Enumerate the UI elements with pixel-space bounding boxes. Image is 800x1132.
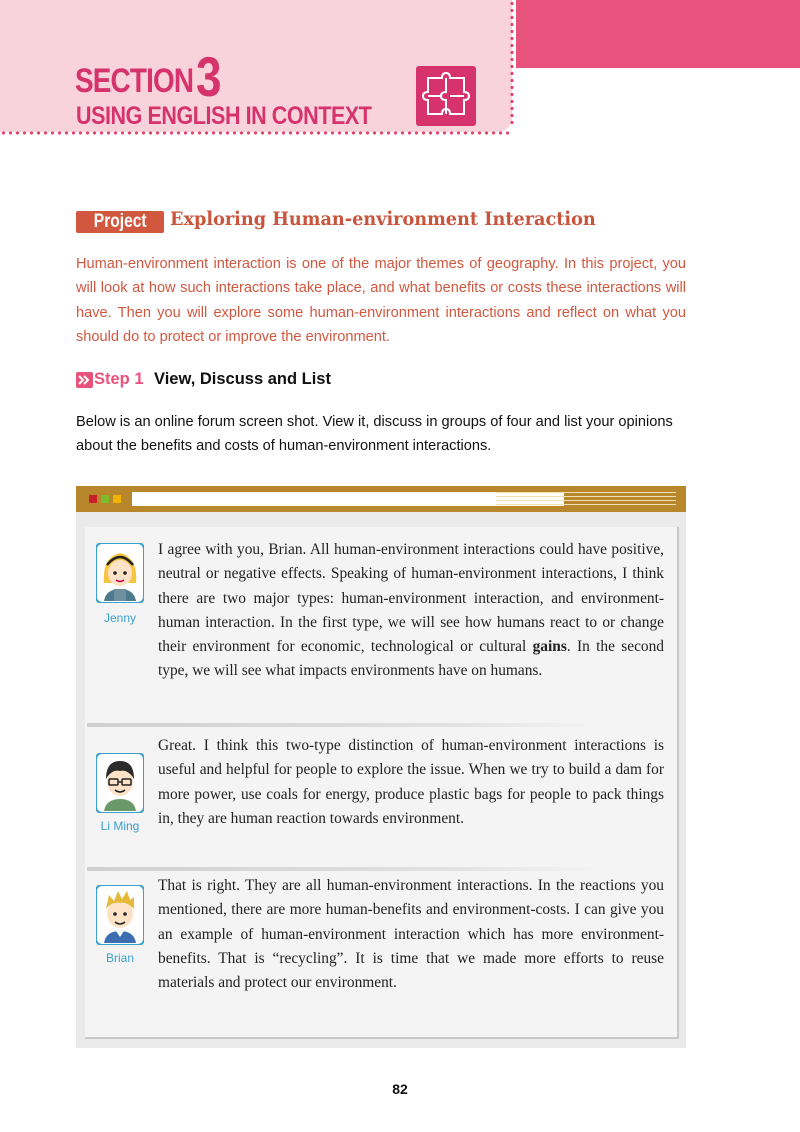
- forum-window: [76, 486, 686, 1048]
- window-close-dot[interactable]: [89, 495, 97, 503]
- post-divider: [87, 867, 597, 871]
- double-chevron-icon: [76, 372, 93, 388]
- puzzle-icon: [416, 66, 476, 126]
- avatar-li-ming: [96, 753, 144, 813]
- header-dotted-border-right: [510, 0, 514, 126]
- username-brian[interactable]: Brian: [105, 951, 134, 965]
- username-li-ming[interactable]: Li Ming: [100, 819, 140, 833]
- toolbar-lines: [496, 492, 676, 506]
- header-dotted-border-bottom: [0, 131, 512, 135]
- avatar-brian: [96, 885, 144, 945]
- section-subtitle: USING ENGLISH IN CONTEXT: [76, 102, 372, 130]
- browser-toolbar: [76, 486, 686, 512]
- window-maximize-dot[interactable]: [101, 495, 109, 503]
- post-divider: [87, 723, 597, 727]
- section-number: 3: [196, 45, 222, 108]
- avatar-jenny: [96, 543, 144, 603]
- post-message: That is right. They are all human-environment interactions. In the reactions you mentioned, there are more human-benefits and environment-costs. I can give you an example of human-environment interaction which has more environment-benefits. That is “recycling”. It is time that we made more efforts to reuse materials and protect our environment.: [158, 877, 664, 992]
- forum-panel: [85, 527, 679, 1039]
- post-message: I agree with you, Brian. All human-environment interactions could have positive, neutral or negative effects. Speaking of human-environment interactions, I think there are two major types: human-environment interaction, and environment-human interaction. In the first type, we will see how humans react to or change their environment for economic, technological or cultural gains. In the second type, we will see what impacts environments have on humans.: [158, 541, 664, 680]
- project-intro: Human-environment interaction is one of the major themes of geography. In this project, you will look at how such interactions take place, and what benefits or costs these interactions will have. Then you will explore some human-environment interactions and reflect on what you should do to protect or improve the environment.: [76, 256, 686, 345]
- step-title: View, Discuss and List: [154, 370, 331, 388]
- username-jenny[interactable]: Jenny: [103, 611, 137, 625]
- project-title: Exploring Human-environment Interaction: [170, 208, 596, 230]
- step-label: Step 1: [94, 370, 144, 388]
- header-accent-band: [516, 0, 800, 68]
- post-message: Great. I think this two-type distinction of human-environment interactions is useful and helpful for people to explore the issue. When we try to build a dam for more power, use coals for energy, produce plastic bags for people to pack things in, they are human reaction towards environment.: [158, 737, 664, 827]
- section-label: SECTION: [75, 62, 194, 100]
- window-minimize-dot[interactable]: [113, 495, 121, 503]
- project-badge: Project: [76, 211, 164, 233]
- step-description: Below is an online forum screen shot. View it, discuss in groups of four and list your opinions about the benefits and costs of human-environment interactions.: [76, 414, 673, 455]
- page-number: 82: [392, 1081, 408, 1097]
